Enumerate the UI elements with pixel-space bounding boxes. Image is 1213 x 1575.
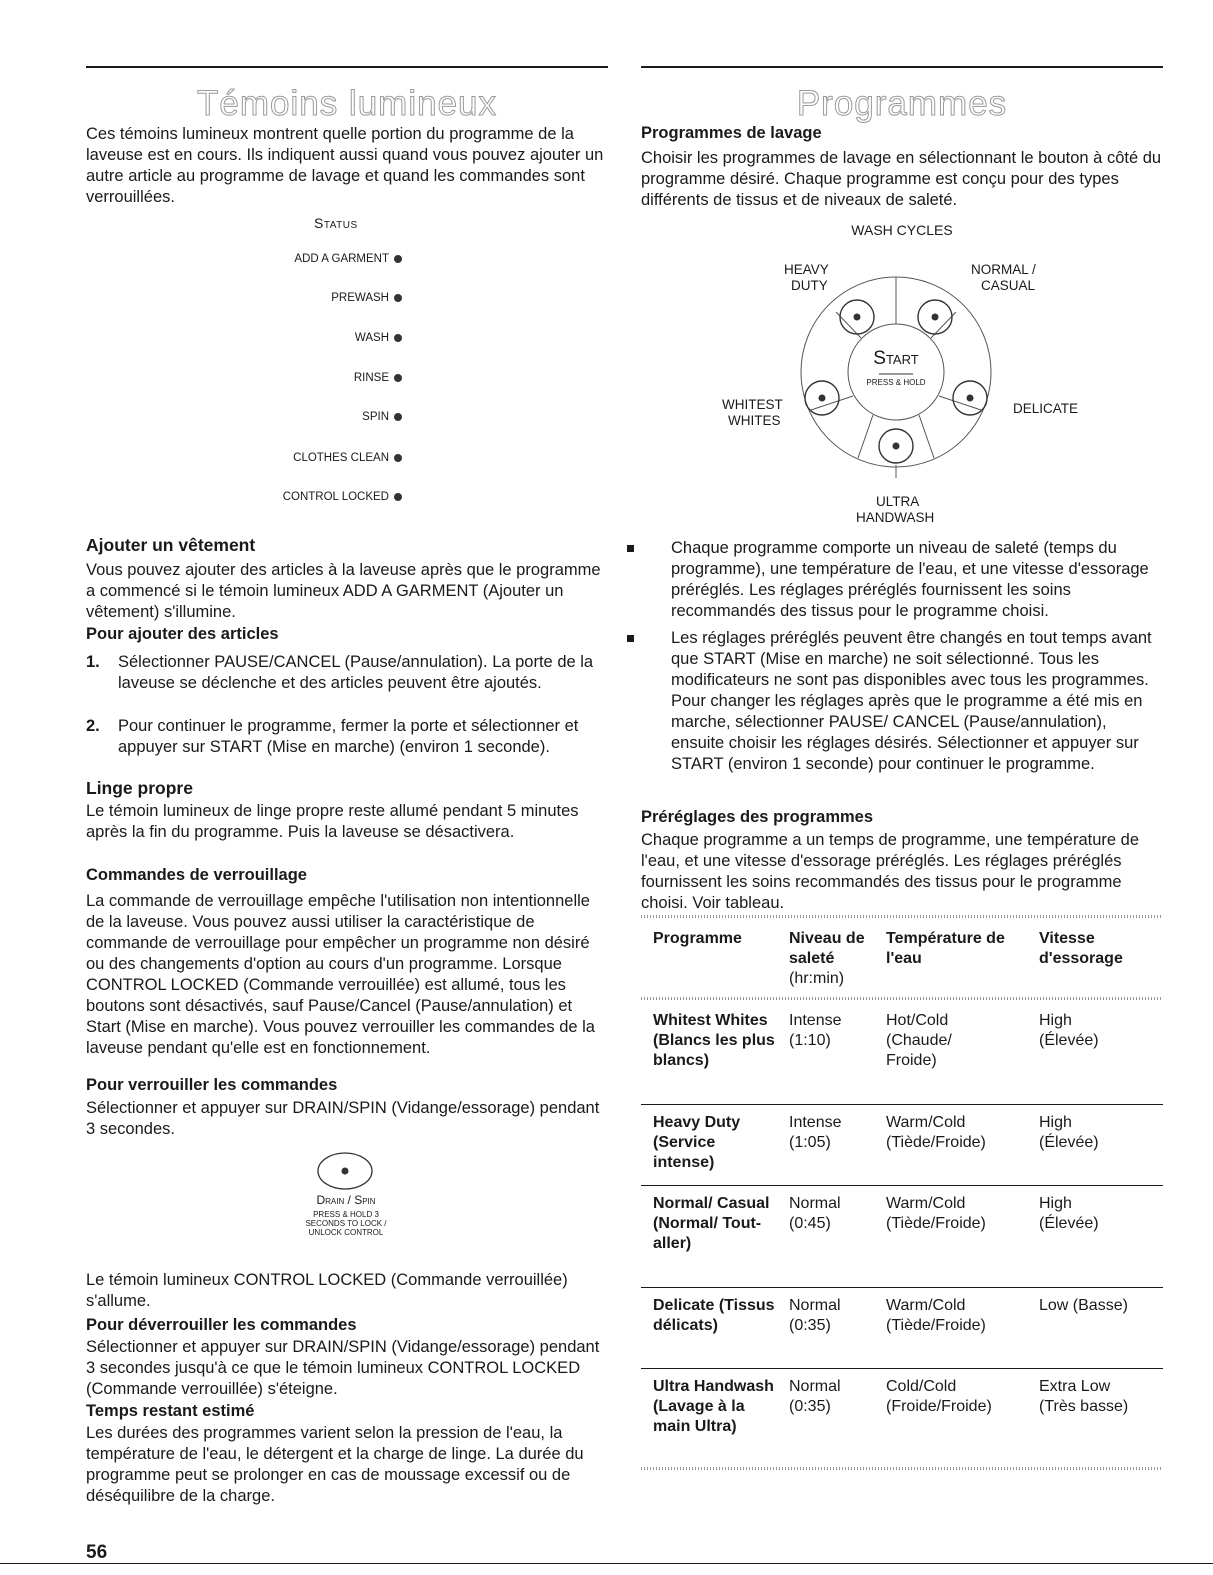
table-cell-program: Normal/ Casual (Normal/ Tout-aller) [653, 1195, 770, 1252]
table-cell-time: (0:35) [789, 1317, 831, 1334]
table-cell-temp: Cold/Cold [886, 1378, 957, 1395]
heading-lock: Commandes de verrouillage [86, 866, 307, 884]
status-prewash: PREWASH [331, 292, 402, 304]
start-button-label: Start [873, 348, 919, 369]
top-rule-right [641, 66, 1163, 68]
heading-time: Temps restant estimé [86, 1402, 255, 1420]
time-paragraph: Les durées des programmes varient selon la pression de l'eau, la température de l'eau, le détergent et la charge de linge. La durée du programme peut se prolonger en cas de moussage excessif ou de déséquilibre de la charge. [86, 1424, 584, 1505]
table-cell-speed: High [1039, 1195, 1072, 1212]
heading-add-garment: Ajouter un vêtement [86, 535, 256, 555]
lock-paragraph: La commande de verrouillage empêche l'utilisation non intentionnelle de la laveuse. Vous pouvez aussi utiliser la caractéristique de commande de verrouillage pour empêcher un programme non désiré ou des changements d'option au cours d'un programme. Lorsque CONTROL LOCKED (Commande verrouillée) est allumé, tous les boutons sont désactivés, sauf Pause/Cancel (Pause/annulation) et Start (Mise en marche). Vous pouvez verrouiller les commandes de la laveuse pendant qu'elle est en fonctionnement. [86, 892, 595, 1057]
unlock-paragraph: Sélectionner et appuyer sur DRAIN/SPIN (Vidange/essorage) pendant 3 secondes jusqu'à ce que le témoin lumineux CONTROL LOCKED (Commande verrouillée) s'éteigne. [86, 1338, 600, 1398]
cycles-paragraph: Choisir les programmes de lavage en sélectionnant le bouton à côté du programme désiré. Chaque programme est conçu pour des types différents de tissus et de niveaux de saleté. [641, 149, 1162, 209]
page-number: 56 [86, 1542, 108, 1563]
table-cell-program: Heavy Duty (Service intense) [653, 1114, 741, 1171]
section-title-temoins: Témoins lumineux [197, 84, 497, 123]
table-row-border [641, 1287, 1163, 1288]
table-cell-speed: High [1039, 1012, 1072, 1029]
table-row-border [641, 1368, 1163, 1369]
table-cell-temp: Warm/Cold [886, 1297, 966, 1314]
table-cell-speed-fr: (Élevée) [1039, 1134, 1099, 1151]
table-header-level: Niveau de saleté [789, 930, 865, 967]
table-cell-speed-fr: (Élevée) [1039, 1215, 1099, 1232]
table-cell-program: Ultra Handwash (Lavage à la main Ultra) [653, 1378, 774, 1435]
status-rinse: RINSE [354, 372, 402, 384]
label-casual: CASUAL [981, 278, 1036, 293]
drain-spin-button-icon [315, 1150, 375, 1192]
bullet-icon [627, 635, 634, 642]
table-cell-temp-fr: (Chaude/ Froide) [886, 1032, 952, 1069]
table-cell-program: Whitest Whites (Blancs les plus blancs) [653, 1012, 775, 1069]
table-header-border [641, 997, 1163, 1000]
heading-clean: Linge propre [86, 778, 193, 798]
table-cell-temp-fr: (Tiède/Froide) [886, 1317, 986, 1334]
label-whitest: WHITEST [722, 397, 783, 412]
press-hold-label: PRESS & HOLD [866, 378, 926, 387]
table-cell-time: (1:10) [789, 1032, 831, 1049]
table-cell-speed-fr: (Très basse) [1039, 1398, 1129, 1415]
drain-spin-sub: SECONDS TO LOCK / [305, 1219, 387, 1228]
step-text: Sélectionner PAUSE/CANCEL (Pause/annulation). La porte de la laveuse se déclenche et des articles peuvent être ajoutés. [118, 653, 594, 692]
table-header-temp: Température de l'eau [886, 930, 1005, 967]
indicator-dot-icon [394, 294, 402, 302]
heading-wash-cycles: Programmes de lavage [641, 124, 822, 142]
label-ultra: ULTRA [876, 494, 920, 509]
bullet-icon [627, 545, 634, 552]
status-add-garment: ADD A GARMENT [294, 253, 402, 265]
table-cell-speed: Low (Basse) [1039, 1297, 1128, 1314]
table-header-speed: Vitesse d'essorage [1039, 930, 1123, 967]
table-cell-temp: Warm/Cold [886, 1114, 966, 1131]
lock-how-paragraph: Sélectionner et appuyer sur DRAIN/SPIN (Vidange/essorage) pendant 3 secondes. [86, 1099, 600, 1138]
table-cell-speed-fr: (Élevée) [1039, 1032, 1099, 1049]
heading-lock-how: Pour verrouiller les commandes [86, 1076, 338, 1094]
table-cell-temp-fr: (Tiède/Froide) [886, 1134, 986, 1151]
table-cell-speed: Extra Low [1039, 1378, 1111, 1395]
table-cell-temp: Hot/Cold [886, 1012, 949, 1029]
table-cell-time: (0:45) [789, 1215, 831, 1232]
heading-add-items: Pour ajouter des articles [86, 625, 279, 643]
table-cell-temp-fr: (Tiède/Froide) [886, 1215, 986, 1232]
page-bottom-rule [0, 1563, 1213, 1564]
section-title-programmes: Programmes [796, 84, 1008, 123]
table-bottom-border [641, 1467, 1163, 1470]
add-garment-paragraph: Vous pouvez ajouter des articles à la laveuse après que le programme a commencé si le témoin lumineux ADD A GARMENT (Ajouter un vêtement) s'illumine. [86, 561, 601, 621]
indicator-dot-icon [394, 255, 402, 263]
table-cell-level: Normal [789, 1195, 841, 1212]
indicator-dot-icon [394, 493, 402, 501]
table-cell-time: (1:05) [789, 1134, 831, 1151]
table-cell-speed: High [1039, 1114, 1072, 1131]
indicator-dot-icon [394, 334, 402, 342]
table-cell-level: Intense [789, 1114, 842, 1131]
bullet-text: Chaque programme comporte un niveau de saleté (temps du programme), une température de l'eau, et une vitesse d'essorage préréglés. Les réglages préréglés fournissent les soins recommandés des tissus pour le programme choisi. [671, 539, 1149, 620]
status-control-locked: CONTROL LOCKED [283, 491, 402, 503]
table-cell-level: Intense [789, 1012, 842, 1029]
table-header-program: Programme [653, 930, 742, 947]
locked-paragraph: Le témoin lumineux CONTROL LOCKED (Commande verrouillée) s'allume. [86, 1271, 568, 1310]
table-cell-temp: Warm/Cold [886, 1195, 966, 1212]
table-row-border [641, 1185, 1163, 1186]
status-clothes-clean: CLOTHES CLEAN [293, 452, 402, 464]
label-duty: DUTY [791, 278, 828, 293]
top-rule-left [86, 66, 608, 68]
label-heavy: HEAVY [784, 262, 829, 277]
status-title: Status [314, 215, 358, 231]
label-normal: NORMAL / [971, 262, 1036, 277]
indicator-dot-icon [394, 374, 402, 382]
wash-cycles-title: WASH CYCLES [851, 222, 953, 238]
step-number: 2. [86, 717, 100, 735]
intro-paragraph: Ces témoins lumineux montrent quelle portion du programme de la laveuse est en cours. Ils indiquent aussi quand vous pouvez ajouter un autre article au programme de lavage et quand les commandes sont verrouillées. [86, 125, 604, 206]
bullet-text: Les réglages préréglés peuvent être changés en tout temps avant que START (Mise en marche) ne soit sélectionné. Tous les modificateurs ne sont pas disponibles avec tous les programmes. Pour changer les réglages après que le programme a été mis en marche, sélectionner PAUSE/ CANCEL (Pause/annulation), ensuite choisir les réglages désirés. Sélectionner et appuyer sur START (environ 1 seconde) pour continuer le programme. [671, 629, 1152, 773]
status-spin: SPIN [362, 411, 402, 423]
indicator-dot-icon [394, 413, 402, 421]
table-cell-level: Normal [789, 1378, 841, 1395]
table-cell-level: Normal [789, 1297, 841, 1314]
clean-paragraph: Le témoin lumineux de linge propre reste allumé pendant 5 minutes après la fin du programme. Puis la laveuse se désactivera. [86, 802, 579, 841]
presets-paragraph: Chaque programme a un temps de programme, une température de l'eau, et une vitesse d'essorage préréglés. Les réglages préréglés fournissent les soins recommandés des tissus pour le programme choisi. Voir tableau. [641, 831, 1140, 912]
heading-presets: Préréglages des programmes [641, 808, 874, 826]
label-delicate: DELICATE [1013, 401, 1079, 416]
status-wash: WASH [355, 332, 402, 344]
table-cell-program: Delicate (Tissus délicats) [653, 1297, 775, 1334]
table-top-border [641, 915, 1163, 918]
drain-spin-label: Drain / Spin [316, 1193, 376, 1207]
drain-spin-sub: UNLOCK CONTROL [308, 1228, 384, 1237]
indicator-dot-icon [394, 454, 402, 462]
heading-unlock: Pour déverrouiller les commandes [86, 1316, 357, 1334]
table-header-level-unit: (hr:min) [789, 970, 845, 987]
table-cell-temp-fr: (Froide/Froide) [886, 1398, 992, 1415]
table-row-border [641, 1104, 1163, 1105]
step-text: Pour continuer le programme, fermer la porte et sélectionner et appuyer sur START (Mise en marche) (environ 1 seconde). [118, 717, 579, 756]
table-cell-time: (0:35) [789, 1398, 831, 1415]
label-handwash: HANDWASH [856, 510, 935, 525]
step-number: 1. [86, 653, 100, 671]
drain-spin-sub: PRESS & HOLD 3 [313, 1210, 379, 1219]
label-whites: WHITES [728, 413, 781, 428]
